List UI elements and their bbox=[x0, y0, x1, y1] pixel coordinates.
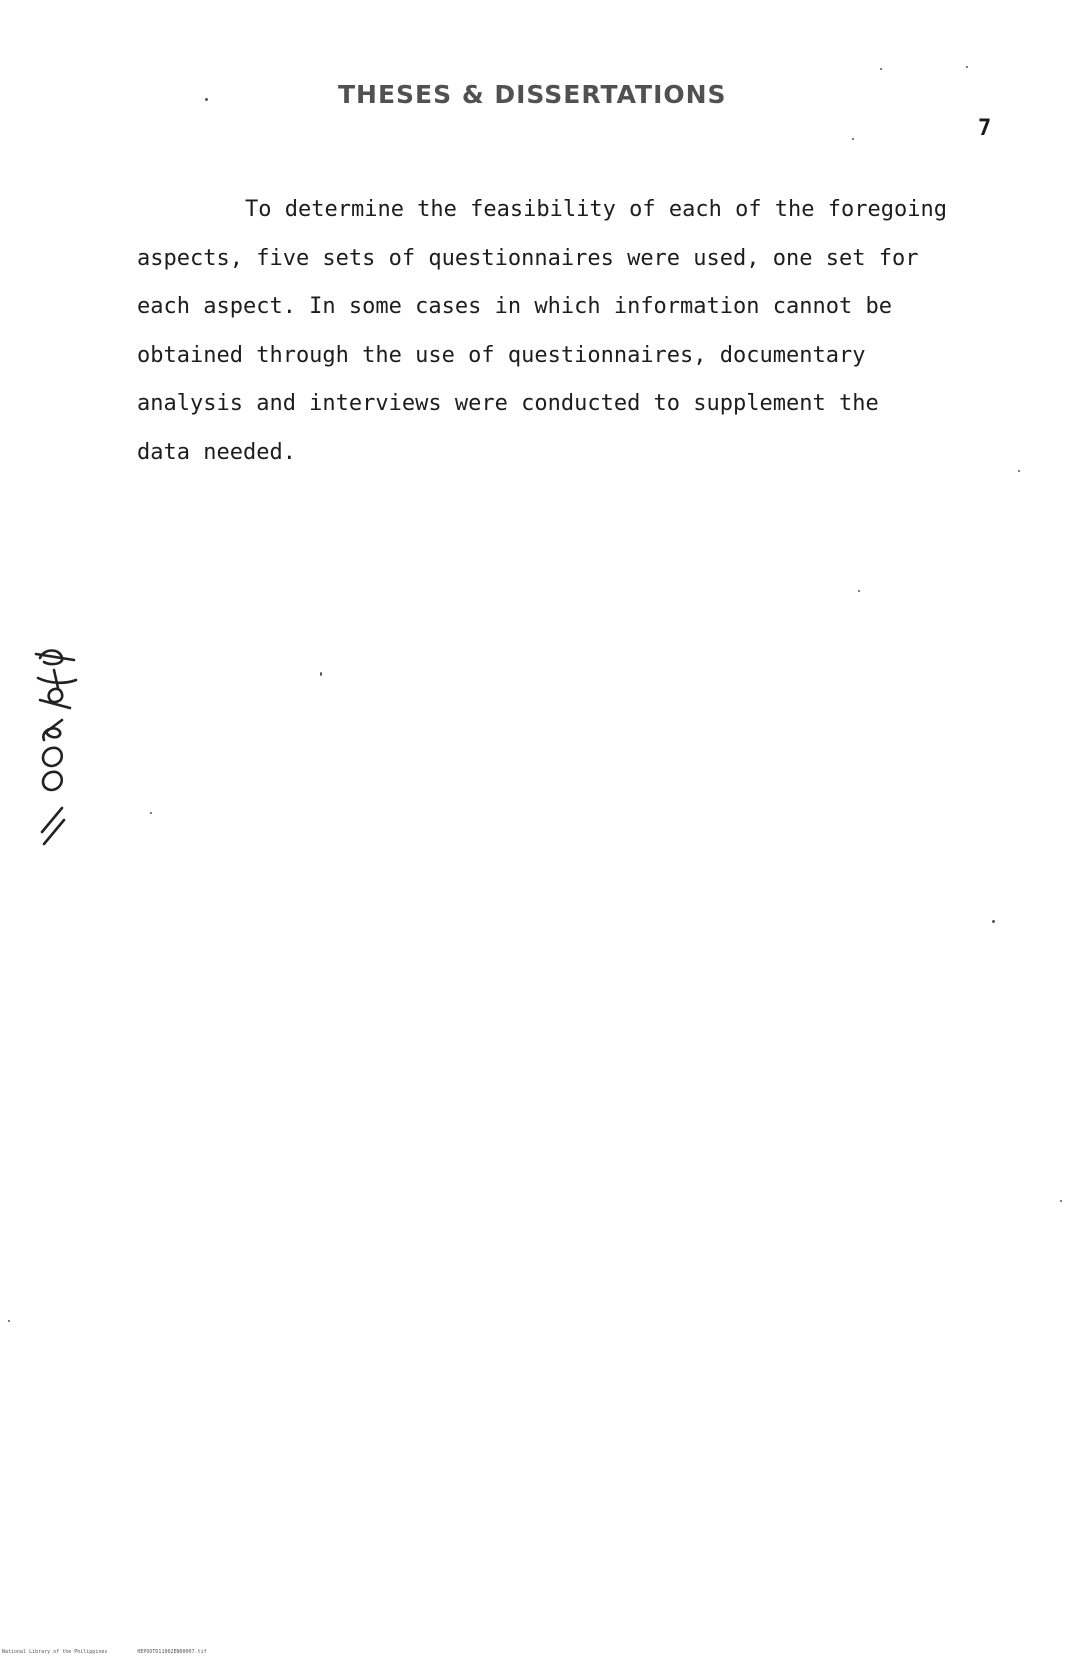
library-name: National Library of the Philippines bbox=[2, 1649, 108, 1655]
paragraph-line: data needed. bbox=[137, 439, 296, 465]
scan-speck bbox=[205, 98, 208, 101]
scan-speck bbox=[992, 920, 995, 923]
body-paragraph bbox=[137, 186, 1037, 478]
file-id: HEPOOTD11002EN00007.tif bbox=[137, 1649, 207, 1655]
page-number: 7 bbox=[978, 116, 992, 141]
scan-speck bbox=[858, 590, 860, 592]
scan-speck bbox=[1018, 470, 1020, 472]
theses-dissertations-stamp: THESES & DISSERTATIONS bbox=[338, 80, 727, 109]
scan-footer bbox=[2, 1649, 207, 1655]
paragraph-line: analysis and interviews were conducted to supplement the bbox=[137, 391, 879, 417]
handwritten-accession-note bbox=[30, 640, 90, 850]
scan-speck bbox=[320, 672, 322, 676]
scan-speck bbox=[966, 66, 968, 68]
paragraph-line: obtained through the use of questionnaires, documentary bbox=[137, 342, 866, 368]
handwritten-signature-icon bbox=[30, 640, 90, 850]
scan-speck bbox=[8, 1320, 10, 1322]
scan-speck bbox=[852, 138, 854, 140]
scan-speck bbox=[1060, 1200, 1062, 1202]
paragraph-line: To determine the feasibility of each of the foregoing bbox=[245, 197, 947, 222]
scan-speck bbox=[880, 68, 882, 70]
scan-speck bbox=[150, 812, 152, 814]
paragraph-line: aspects, five sets of questionnaires were used, one set for bbox=[137, 245, 919, 271]
paragraph-line: each aspect. In some cases in which information cannot be bbox=[137, 294, 892, 320]
